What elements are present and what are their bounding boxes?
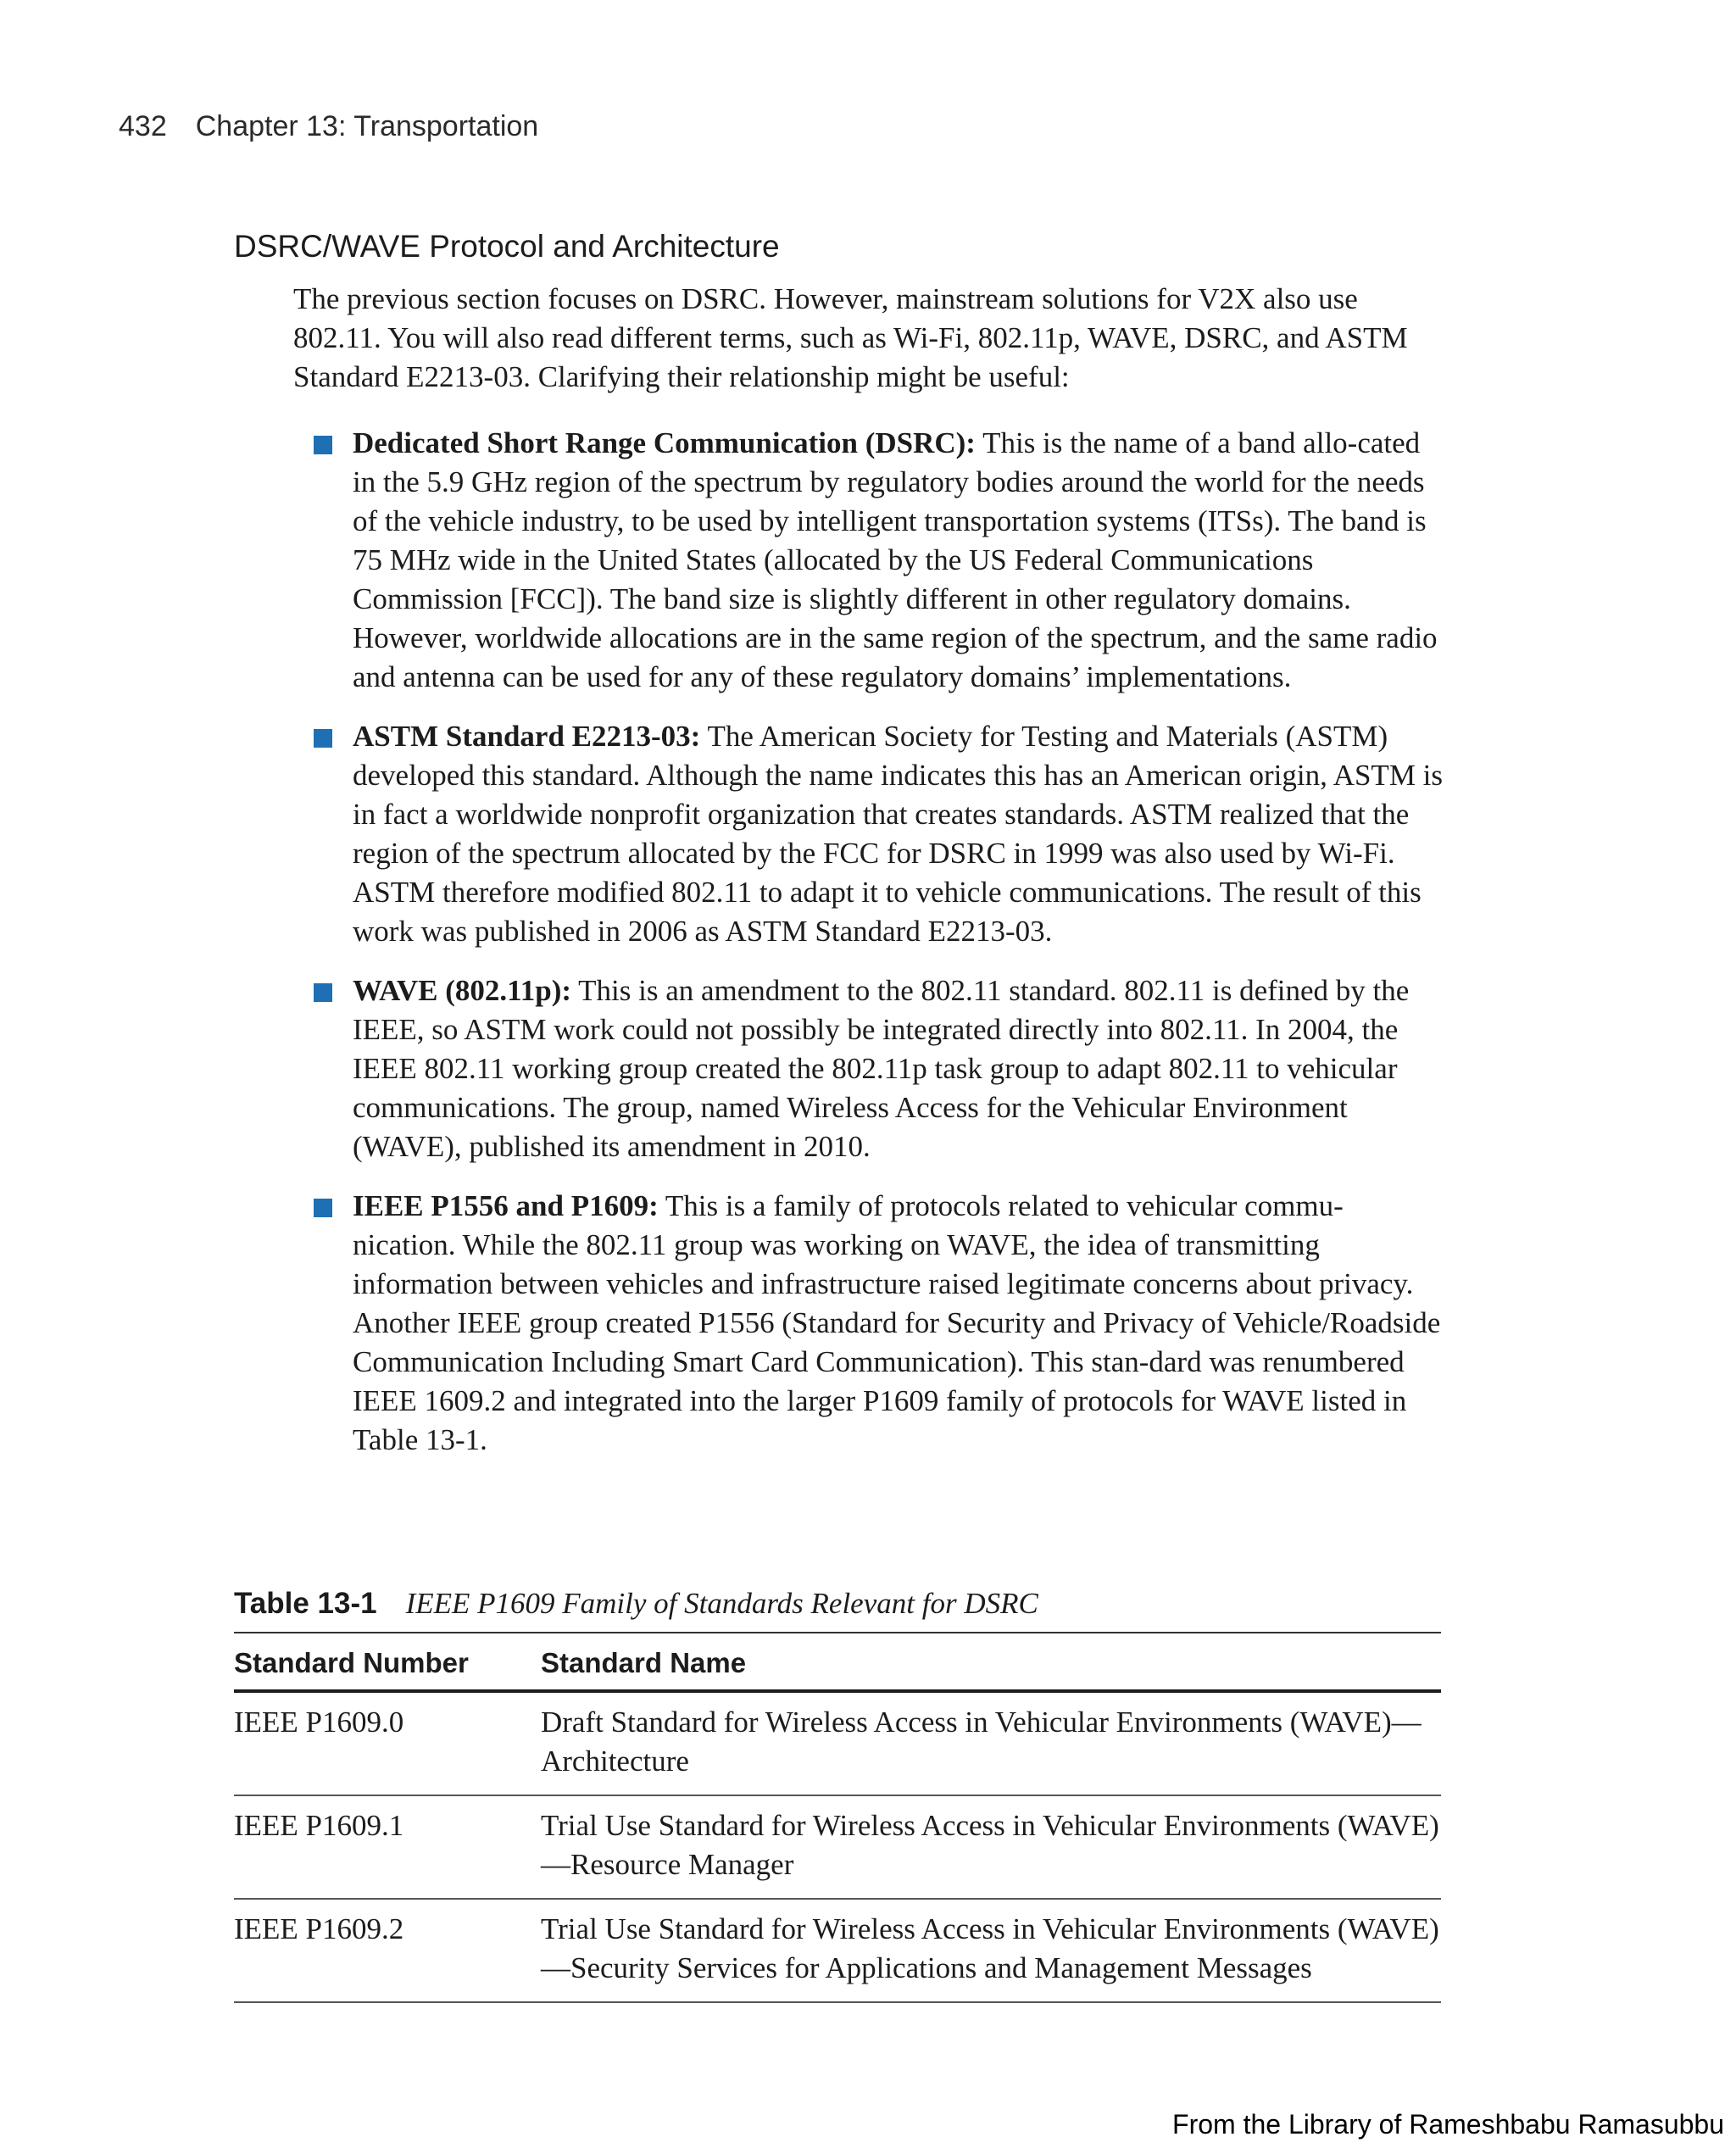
page-number: 432 (119, 110, 167, 142)
bullet-term: Dedicated Short Range Communication (DSRC): (353, 426, 976, 459)
running-head (119, 110, 538, 143)
standard-number-cell: IEEE P1609.2 (234, 1899, 541, 2002)
bullet-item-ieee (293, 1187, 1446, 1460)
standard-number-cell: IEEE P1609.1 (234, 1795, 541, 1899)
square-bullet-icon (314, 729, 332, 748)
section-title: DSRC/WAVE Protocol and Architecture (234, 229, 780, 264)
bullet-text: The American Society for Testing and Materials (ASTM) developed this standard. Although the name indicates this has an American origin, ASTM is in fact a worldwide nonprofit organization that creates standards. ASTM realized that the region of the spectrum allocated by the FCC for DSRC in 1999 was also used by Wi-Fi. ASTM therefore modified 802.11 to adapt it to vehicle communications. The result of this work was published in 2006 as ASTM Standard E2213-03. (353, 720, 1444, 948)
table-caption (234, 1587, 1038, 1621)
bullet-term: WAVE (802.11p): (353, 974, 572, 1007)
standard-name-cell: Draft Standard for Wireless Access in Vehicular Environments (WAVE)—Architecture (541, 1691, 1441, 1795)
chapter-title: Chapter 13: Transportation (195, 110, 539, 142)
square-bullet-icon (314, 983, 332, 1002)
bullet-list (293, 424, 1446, 1480)
bullet-text: This is the name of a band allo-cated in the 5.9 GHz region of the spectrum by regulatory bodies around the world for the needs of the vehicle industry, to be used by intelligent transportation systems (ITSs). The band is 75 MHz wide in the United States (allocated by the US Federal Communications Commission [FCC]). The band size is slightly different in other regulatory domains. However, worldwide allocations are in the same region of the spectrum, and the same radio and antenna can be used for any of these regulatory domains’ implementations. (353, 426, 1438, 693)
table-row (234, 1691, 1441, 1795)
library-footer: From the Library of Rameshbabu Ramasubbu (1172, 2109, 1724, 2140)
standard-name-cell: Trial Use Standard for Wireless Access in Vehicular Environments (WAVE)—Security Services for Applications and Management Messages (541, 1899, 1441, 2002)
table-label: Table 13-1 (234, 1587, 377, 1620)
standards-table (234, 1632, 1441, 2003)
bullet-item-dsrc (293, 424, 1446, 697)
bullet-term: ASTM Standard E2213-03: (353, 720, 701, 753)
table-row (234, 1795, 1441, 1899)
bullet-item-astm (293, 717, 1446, 951)
bullet-text: This is a family of protocols related to vehicular commu-nication. While the 802.11 group was working on WAVE, the idea of transmitting information between vehicles and infrastructure raised legitimate concerns about privacy. Another IEEE group created P1556 (Standard for Security and Privacy of Vehicle/Roadside Communication Including Smart Card Communication). This stan-dard was renumbered IEEE 1609.2 and integrated into the larger P1609 family of protocols for WAVE listed in Table 13-1. (353, 1189, 1441, 1456)
table-title: IEEE P1609 Family of Standards Relevant for DSRC (405, 1587, 1038, 1620)
bullet-term: IEEE P1556 and P1609: (353, 1189, 659, 1222)
standard-name-cell: Trial Use Standard for Wireless Access in Vehicular Environments (WAVE)—Resource Manager (541, 1795, 1441, 1899)
square-bullet-icon (314, 1199, 332, 1217)
bullet-item-wave (293, 971, 1446, 1166)
table-header-row (234, 1633, 1441, 1691)
standard-number-cell: IEEE P1609.0 (234, 1691, 541, 1795)
intro-paragraph: The previous section focuses on DSRC. However, mainstream solutions for V2X also use 802.11. You will also read different terms, such as Wi-Fi, 802.11p, WAVE, DSRC, and ASTM Standard E2213-03. Clarifying their relationship might be useful: (293, 282, 1408, 393)
bullet-text: This is an amendment to the 802.11 standard. 802.11 is defined by the IEEE, so ASTM work could not possibly be integrated directly into 802.11. In 2004, the IEEE 802.11 working group created the 802.11p task group to adapt 802.11 to vehicular communications. The group, named Wireless Access for the Vehicular Environment (WAVE), published its amendment in 2010. (353, 974, 1410, 1163)
table-row (234, 1899, 1441, 2002)
column-header-name: Standard Name (541, 1633, 1441, 1691)
column-header-number: Standard Number (234, 1633, 541, 1691)
square-bullet-icon (314, 436, 332, 454)
